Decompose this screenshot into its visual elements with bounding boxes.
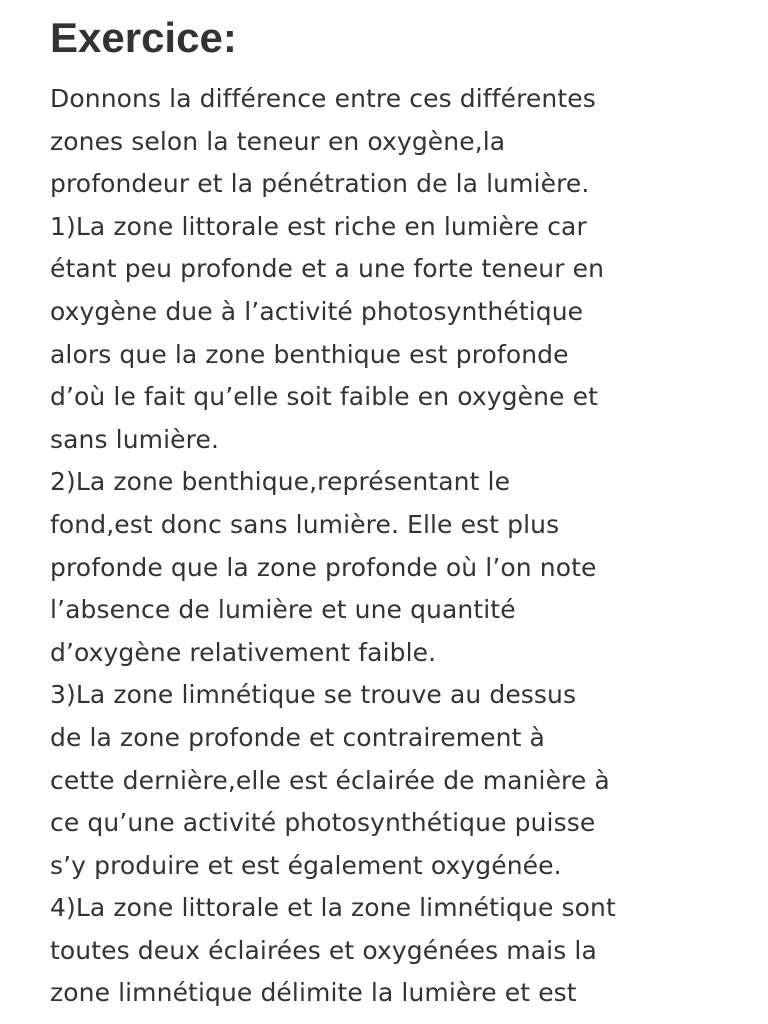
text-line: 3)La zone limnétique se trouve au dessus	[50, 680, 577, 710]
text-line: toutes deux éclairées et oxygénées mais la	[50, 935, 597, 965]
text-line: profonde que la zone profonde où l’on note	[50, 552, 597, 582]
text-line: de la zone profonde et contrairement à	[50, 722, 545, 752]
text-line: ce qu’une activité photosynthétique puisse	[50, 808, 596, 838]
text-line: 4)La zone littorale et la zone limnétique sont	[50, 893, 616, 923]
text-line: 2)La zone benthique,représentant le	[50, 467, 511, 497]
text-line: fond,est donc sans lumière. Elle est plus	[50, 509, 560, 539]
exercise-body	[50, 78, 616, 1015]
text-line: profondeur et la pénétration de la lumière.	[50, 169, 590, 199]
text-line: alors que la zone benthique est profonde	[50, 339, 569, 369]
page-title: Exercice:	[50, 14, 237, 61]
text-line: zones selon la teneur en oxygène,la	[50, 126, 506, 156]
text-line: l’absence de lumière et une quantité	[50, 595, 516, 625]
text-line: s’y produire et est également oxygénée.	[50, 850, 562, 880]
text-line: Donnons la différence entre ces différentes	[50, 84, 596, 113]
text-line: étant peu profonde et a une forte teneur en	[50, 254, 605, 284]
text-line: cette dernière,elle est éclairée de manière à	[50, 765, 610, 795]
text-line: d’où le fait qu’elle soit faible en oxygène et	[50, 382, 598, 412]
text-line: 1)La zone littorale est riche en lumière car	[50, 211, 587, 241]
text-line: oxygène due à l’activité photosynthétique	[50, 296, 584, 326]
text-line: sans lumière.	[50, 424, 219, 454]
text-line: d’oxygène relativement faible.	[50, 637, 437, 667]
text-line: zone limnétique délimite la lumière et est	[50, 978, 577, 1008]
